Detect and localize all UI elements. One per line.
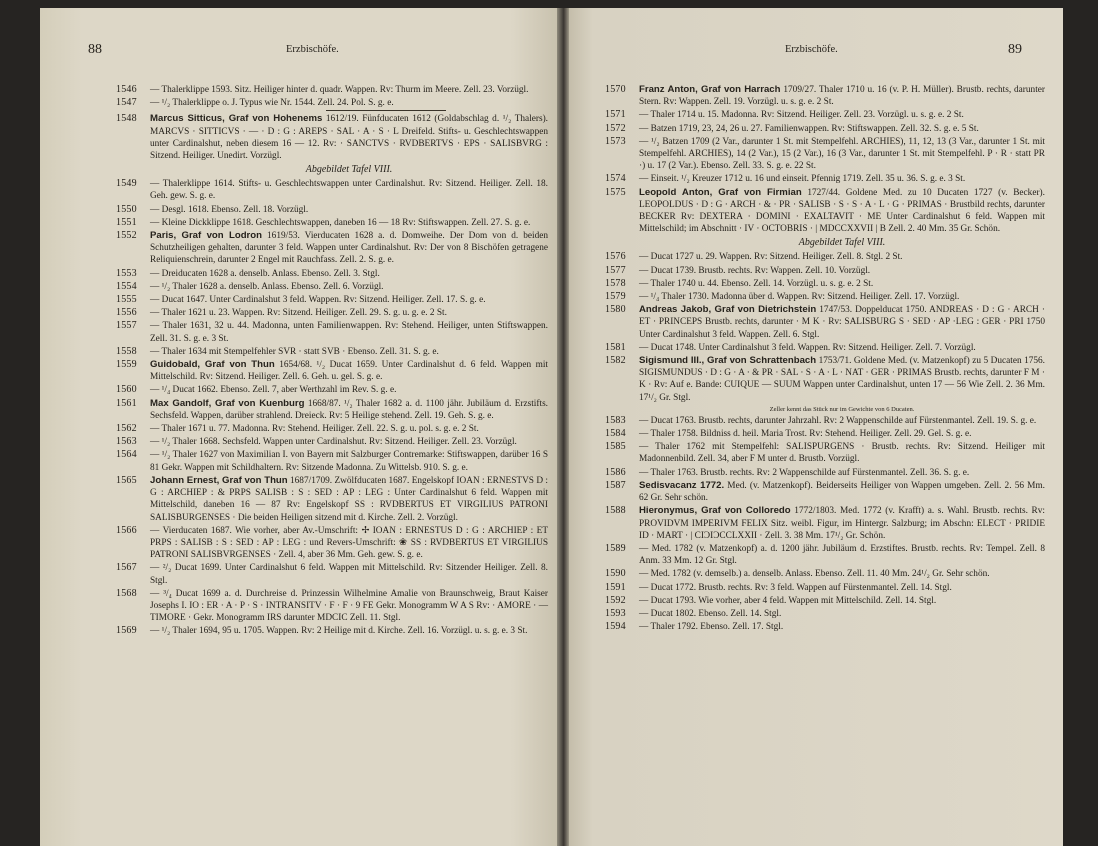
catalogue-entry [116, 217, 548, 229]
entry-description: — ¹/₂ Thaler 1668. Sechsfeld. Wappen unter Cardinalshut. Rv: Sitzend. Heiliger. Zell. 23. Vorzügl. [150, 437, 517, 448]
catalogue-entry [116, 113, 548, 162]
ruler-name: Marcus Sitticus, Graf von Hohenems [150, 113, 323, 125]
entry-description: — Ducat 1748. Unter Cardinalshut 3 feld. Wappen. Rv: Sitzend. Heiliger. Zell. 7. Vorzügl. [639, 342, 976, 353]
entry-description: — Thalerklippe 1593. Sitz. Heiliger hinter d. quadr. Wappen. Rv: Thurm im Meere. Zell. 23. Vorzügl. [150, 85, 529, 95]
catalogue-entry [605, 441, 1045, 465]
lot-number: 1576 [605, 251, 626, 263]
entry-description: — Thaler 1634 mit Stempelfehler SVR · statt SVB · Ebenso. Zell. 31. S. g. e. [150, 346, 439, 357]
catalogue-entry [116, 307, 548, 319]
lot-number: 1572 [605, 122, 626, 134]
lot-number: 1582 [605, 355, 626, 367]
ruler-name: Franz Anton, Graf von Harrach [639, 84, 781, 95]
entry-description: 1619/53. Vierducaten 1628 a. d. Domweihe. Der Dom von d. beiden Schutzheiligen gehalten, darunter 3 feld. Wappen unter Cardinalshut. Rv: Der von 8 Bischöfen getragene Reliquienschrein, darunter 2 Engel mit Rauchfass. Zell. 2. S. g. e. [150, 231, 548, 266]
lot-number: 1584 [605, 428, 626, 440]
entry-description: — ¹/₂ Batzen 1709 (2 Var., darunter 1 St. mit Stempelfehl. ARCHIES), 11, 12, 13 (3 Var., darunter 1 St. mit Stempelfehl. ARCHIES), 14 (2 Var.), 15 (2 Var.), 16 (3 Var., darunter 1 St. mit Stempelfehl. P · R · statt PR ·) u. 17 (2 Var.). Ebenso. Zell. 33. S. g. e. 22 St. [639, 136, 1045, 172]
entry-description: — Dreiducaten 1628 a. denselb. Anlass. Ebenso. Zell. 3. Stgl. [150, 268, 380, 279]
figure-reference: Abgebildet Tafel VIII. [798, 237, 886, 249]
ruler-name: Andreas Jakob, Graf von Dietrichstein [639, 304, 817, 316]
entry-description: — Batzen 1719, 23, 24, 26 u. 27. Familienwappen. Rv: Stiftswappen. Zell. 32. S. g. e. 5 St. [639, 123, 979, 134]
catalogue-entry [116, 178, 548, 202]
entry-description: — Thaler 1792. Ebenso. Zell. 17. Stgl. [639, 622, 784, 633]
entry-description: — Ducat 1772. Brustb. rechts. Rv: 3 feld. Wappen auf Fürstenmantel. Zell. 14. Stgl. [639, 582, 952, 593]
entry-description: — Thaler 1758. Bildniss d. heil. Maria Trost. Rv: Stehend. Heiliger. Zell. 29. Gel. S. g. e. [639, 429, 972, 440]
entry-description: — Thaler 1763. Brustb. rechts. Rv: 2 Wappenschilde auf Fürstenmantel. Zell. 36. S. g. e. [639, 467, 970, 478]
lot-number: 1580 [605, 304, 626, 316]
running-head: Erzbischöfe. [785, 44, 838, 55]
entry-description: — Desgl. 1618. Ebenso. Zell. 18. Vorzügl. [150, 204, 309, 215]
lot-number: 1583 [605, 414, 626, 426]
catalogue-entry [605, 582, 1045, 594]
entry-description: — Thaler 1740 u. 44. Ebenso. Zell. 14. Vorzügl. u. s. g. e. 2 St. [639, 278, 874, 289]
figure-reference: Abgebildet Tafel VIII. [305, 164, 393, 176]
entry-description: — Ducat 1727 u. 29. Wappen. Rv: Sitzend. Heiliger. Zell. 8. Stgl. 2 St. [639, 252, 903, 263]
lot-number: 1558 [116, 345, 137, 357]
catalogue-entry [605, 355, 1045, 404]
catalogue-entry [605, 415, 1045, 427]
catalogue-entry [116, 230, 548, 267]
entry-description: — Kleine Dickklippe 1618. Geschlechtswappen, daneben 16 — 18 Rv: Stiftswappen. Zell. 27. S. g. e. [150, 217, 531, 228]
entry-description: 1772/1803. Med. 1772 (v. Krafft) a. s. Wahl. Brustb. rechts. Rv: PROVIDVM IMPERIVM FELIX Sitz. weibl. Figur, im Hintergr. Salzburg; im Abschn: ELECT · PRIDIE ID · MART · | CIƆIƆCCLXXII · Zell. 3. 38 Mm. 17¹/₂ Gr. Schön. [639, 506, 1045, 541]
lot-number: 1589 [605, 542, 626, 554]
lot-number: 1567 [116, 562, 137, 574]
lot-number: 1577 [605, 264, 626, 276]
entry-description: Med. (v. Matzenkopf). Beiderseits Heiliger von Wappen umgeben. Zell. 2. 56 Mm. 62 Gr. Sehr schön. [639, 480, 1045, 504]
catalogue-entry [605, 109, 1045, 121]
catalogue-entry [605, 621, 1045, 633]
catalogue-entry [605, 265, 1045, 277]
catalogue-entry [116, 294, 548, 306]
catalogue-entry [605, 251, 1045, 263]
catalogue-entry [605, 595, 1045, 607]
catalogue-entry [116, 97, 548, 109]
entry-description: 1654/68. ¹/₂ Ducat 1659. Unter Cardinalshut d. 6 feld. Wappen mit Mittelschild. Rv: Sitzend. Heiliger. Zell. 6. Geh. u. gel. S. g. e. [150, 360, 548, 383]
catalogue-entry [116, 320, 548, 344]
section-rule [326, 110, 446, 111]
catalogue-entry [116, 268, 548, 280]
lot-number: 1571 [605, 109, 626, 121]
footnote: Zeller kennt das Stück nur im Gewichte von 6 Ducaten. [769, 405, 915, 413]
lot-number: 1564 [116, 449, 137, 461]
lot-number: 1581 [605, 341, 626, 353]
lot-number: 1587 [605, 479, 626, 491]
lot-number: 1585 [605, 441, 626, 453]
catalogue-entry [116, 204, 548, 216]
entry-description: — Ducat 1647. Unter Cardinalshut 3 feld. Wappen. Rv: Sitzend. Heiliger. Zell. 17. S. g. e. [150, 295, 486, 306]
catalogue-entry [116, 384, 548, 396]
entry-description: 1709/27. Thaler 1710 u. 16 (v. P. H. Müller). Brustb. rechts, darunter Stern. Rv: Wappen. Zell. 19. Vorzügl. u. s. g. e. 2 St. [639, 85, 1045, 108]
left-page [40, 8, 563, 846]
lot-number: 1566 [116, 524, 137, 536]
lot-number: 1586 [605, 466, 626, 478]
entry-description: — ¹/₂ Thaler 1694, 95 u. 1705. Wappen. Rv: 2 Heilige mit d. Kirche. Zell. 16. Vorzügl. u. s. g. e. 3 St. [150, 626, 528, 637]
catalogue-entries [605, 84, 1045, 633]
lot-number: 1561 [116, 397, 137, 409]
entry-description: — ¹/₂ Thaler 1628 a. denselb. Anlass. Ebenso. Zell. 6. Vorzügl. [150, 281, 384, 292]
catalogue-entry [605, 278, 1045, 290]
entry-description: — Thaler 1621 u. 23. Wappen. Rv: Sitzend. Heiliger. Zell. 29. S. g. u. g. e. 2 St. [150, 308, 447, 319]
catalogue-entry [116, 346, 548, 358]
lot-number: 1590 [605, 568, 626, 580]
lot-number: 1548 [116, 113, 137, 125]
lot-number: 1593 [605, 607, 626, 619]
catalogue-entry [605, 428, 1045, 440]
entry-description: — ¹/₄ Ducat 1662. Ebenso. Zell. 7, aber Werthzahl im Rev. S. g. e. [150, 385, 397, 396]
lot-number: 1553 [116, 267, 137, 279]
entry-description: — ¹/₂ Thalerklippe o. J. Typus wie Nr. 1544. Zell. 24. Pol. S. g. e. [150, 98, 394, 109]
lot-number: 1556 [116, 307, 137, 319]
entry-description: — Einseit. ¹/₂ Kreuzer 1712 u. 16 und einseit. Pfennig 1719. Zell. 35 u. 36. S. g. e. 3 St. [639, 174, 966, 185]
lot-number: 1565 [116, 474, 137, 486]
entry-description: — Thalerklippe 1614. Stifts- u. Geschlechtswappen unter Cardinalshut. Rv: Sitzend. Heiliger. Zell. 18. Geh. gew. S. g. e. [150, 179, 548, 202]
entry-description: — Med. 1782 (v. Matzenkopf) a. d. 1200 jähr. Jubiläum d. Erzstiftes. Brustb. rechts. Rv: Tempel. Zell. 8 Anm. 33 Mm. 12 Gr. Stgl. [639, 543, 1045, 567]
lot-number: 1578 [605, 277, 626, 289]
catalogue-entry [116, 281, 548, 293]
catalogue-entry [605, 342, 1045, 354]
lot-number: 1569 [116, 625, 137, 637]
lot-number: 1554 [116, 280, 137, 292]
lot-number: 1550 [116, 203, 137, 215]
catalogue-entry [116, 562, 548, 586]
catalogue-entry [605, 291, 1045, 303]
lot-number: 1594 [605, 621, 626, 633]
entry-description: — ¹/₄ Thaler 1730. Madonna über d. Wappen. Rv: Sitzend. Heiliger. Zell. 17. Vorzügl. [639, 292, 960, 303]
entry-description: 1753/71. Goldene Med. (v. Matzenkopf) zu 5 Ducaten 1756. SIGISMUNDUS · D : G · A · & PR · SAL · S · A · L · NAT · GER · PRIMAS Brustb. rechts, darunter F M · K · Rv: Auf e. Bande: CUIQUE — SUUM Wappen unter Cardinalshut, unten 17 — 56 Wie Zell. 2. 36 Mm. 17¹/₂ Gr. Stgl. [639, 356, 1045, 403]
catalogue-entry [116, 475, 548, 524]
ruler-name: Sedisvacanz 1772. [639, 479, 725, 491]
ruler-name: Guidobald, Graf von Thun [150, 359, 275, 371]
lot-number: 1551 [116, 216, 137, 228]
lot-number: 1592 [605, 594, 626, 606]
catalogue-entry [116, 525, 548, 562]
entry-description: — Ducat 1802. Ebenso. Zell. 14. Stgl. [639, 608, 782, 619]
entry-description: — ²/₂ Ducat 1699. Unter Cardinalshut 6 feld. Wappen mit Mittelschild. Rv: Sitzender Heiliger. Zell. 8. Stgl. [150, 563, 548, 586]
entry-description: — Thaler 1671 u. 77. Madonna. Rv: Stehend. Heiliger. Zell. 22. S. g. u. pol. s. g. e. 2 St. [150, 424, 479, 435]
catalogue-entry [116, 588, 548, 625]
lot-number: 1559 [116, 359, 137, 371]
lot-number: 1591 [605, 581, 626, 593]
entry-description: — ³/₄ Ducat 1699 a. d. Durchreise d. Prinzessin Wilhelmine Amalie von Braunschweig, Braut Kaiser Josephs I. IO : ER · A · P · S · INTRANSITV · F · F · 9 FE Gekr. Monogramm W A S Rv: · AMORE · — TIMORE · Gekr. Monogramm IRS darunter MDCIC Zell. 11. Stgl. [150, 588, 548, 624]
catalogue-entry [605, 480, 1045, 504]
entry-description: — Thaler 1714 u. 15. Madonna. Rv: Sitzend. Heiliger. Zell. 23. Vorzügl. u. s. g. e. 2 St. [639, 110, 964, 121]
entry-description: 1612/19. Fünfducaten 1612 (Goldabschlag d. ¹/₂ Thalers). MARCVS · SITTICVS · — · D : G : AREPS · SAL · A · S · L Dreifeld. Stifts- u. Geschlechtswappen unter Cardinalshut, neben diesem 16 — 12. Rv: · SANCTVS · RVDBERTVS · EPS · SALISBVRG : Sitzend. Heiliger. Unedirt. Vorzügl. [150, 114, 548, 162]
lot-number: 1552 [116, 230, 137, 242]
entry-description: — Thaler 1631, 32 u. 44. Madonna, unten Familienwappen. Rv: Stehend. Heiliger, unten Stiftswappen. Zell. 31. S. g. e. 3 St. [150, 321, 548, 344]
lot-number: 1547 [116, 97, 137, 109]
catalogue-entry [605, 136, 1045, 173]
catalogue-entry [116, 359, 548, 383]
catalogue-entry [605, 568, 1045, 580]
catalogue-entries [116, 84, 548, 638]
ruler-name: Sigismund III., Graf von Schrattenbach [639, 355, 817, 367]
lot-number: 1563 [116, 436, 137, 448]
lot-number: 1573 [605, 135, 626, 147]
page-number: 88 [88, 42, 102, 57]
entry-description: — Ducat 1763. Brustb. rechts, darunter Jahrzahl. Rv: 2 Wappenschilde auf Fürstenmantel. Zell. 19. S. g. e. [639, 415, 1037, 426]
catalogue-entry [116, 436, 548, 448]
lot-number: 1570 [605, 84, 626, 95]
ruler-name: Johann Ernest, Graf von Thun [150, 474, 288, 486]
catalogue-entry [605, 505, 1045, 542]
lot-number: 1562 [116, 423, 137, 435]
ruler-name: Hieronymus, Graf von Colloredo [639, 505, 791, 517]
ruler-name: Leopold Anton, Graf von Firmian [639, 186, 802, 198]
lot-number: 1560 [116, 384, 137, 396]
entry-description: — Thaler 1762 mit Stempelfehl: SALISPURGENS · Brustb. rechts. Rv: Sitzend. Heiliger mit Madonnenbild. Zell. 34, aber F M unter d. Brustb. Vorzügl. [639, 442, 1045, 465]
entry-description: — ¹/₂ Thaler 1627 von Maximilian I. von Bayern mit Salzburger Contremarke: Stiftswappen, darüber 16 S 81 Gekr. Wappen mit Schildhaltern. Rv: Sitzende Madonna. Zu Wittelsb. 910. S. g. e. [150, 450, 548, 473]
entry-description: 1687/1709. Zwölfducaten 1687. Engelskopf IOAN : ERNESTVS D : G : ARCHIEP : & PRPS SALISB : S : SED : AP : LEG : Unter Cardinalshut 6 feld. Wappen mit Mittelschild, daneben 16 — 87 Rv: Engelskopf SS : RVDBERTUS ET VIRGILIUS PATRONI SALISBURGENSES · Die beiden Heiligen sitzend mit d. Kirche. Zell. 2. Vorzügl. [150, 475, 548, 523]
lot-number: 1579 [605, 291, 626, 303]
catalogue-entry [116, 625, 548, 637]
catalogue-entry [605, 123, 1045, 135]
right-page [563, 8, 1063, 846]
entry-description: — Ducat 1793. Wie vorher, aber 4 feld. Wappen mit Mittelschild. Zell. 14. Stgl. [639, 595, 937, 606]
catalogue-entry [116, 449, 548, 473]
entry-description: — Vierducaten 1687. Wie vorher, aber Av.-Umschrift: ✢ IOAN : ERNESTUS D : G : ARCHIEP : ET PRPS : SALISB : S : SED : AP : LEG : und Revers-Umschrift: ❀ SS : RVDBERTUS ET VIRGILIUS PATRONI SALISBVRGENSES · Zell. 4, aber 36 Mm. Geh. gew. S. g. e. [150, 525, 548, 561]
lot-number: 1546 [116, 84, 137, 95]
entry-description: — Med. 1782 (v. demselb.) a. denselb. Anlass. Ebenso. Zell. 11. 40 Mm. 24¹/₂ Gr. Sehr schön. [639, 569, 990, 580]
entry-description: 1668/87. ¹/₂ Thaler 1682 a. d. 1100 jähr. Jubiläum d. Erzstifts. Sechsfeld. Wappen, darüber strahlend. Dreieck. Rv: 5 Heilige stehend. Zell. 19. Geh. S. g. e. [150, 398, 549, 421]
lot-number: 1549 [116, 178, 137, 190]
catalogue-entry [605, 304, 1045, 341]
catalogue-entry [116, 398, 548, 422]
catalogue-entry [605, 543, 1045, 567]
catalogue-entry [605, 467, 1045, 479]
entry-description: — Ducat 1739. Brustb. rechts. Rv: Wappen. Zell. 10. Vorzügl. [639, 265, 871, 276]
lot-number: 1574 [605, 173, 626, 185]
catalogue-entry [605, 608, 1045, 620]
ruler-name: Max Gandolf, Graf von Kuenburg [150, 397, 305, 409]
catalogue-entry [116, 423, 548, 435]
catalogue-entry [605, 173, 1045, 185]
catalogue-entry [116, 84, 548, 96]
lot-number: 1555 [116, 294, 137, 306]
lot-number: 1568 [116, 587, 137, 599]
ruler-name: Paris, Graf von Lodron [150, 230, 263, 242]
page-number: 89 [1008, 42, 1022, 57]
catalogue-entry [605, 187, 1045, 236]
catalogue-entry [605, 84, 1045, 108]
lot-number: 1557 [116, 320, 137, 332]
entry-description: 1747/53. Doppelducat 1750. ANDREAS · D : G · ARCH · ET · PRINCEPS Brustb. rechts, darunter · M K · Rv: SALISBURG S · SED · AP ·LEG : GER · PRI 1750 Unter Cardinalshut 3 feld. Wappen. Zell. 6. Stgl. [639, 305, 1045, 340]
entry-description: 1727/44. Goldene Med. zu 10 Ducaten 1727 (v. Becker). LEOPOLDUS · D : G · ARCH · & · PR · SALISB · S · S · A · L · G · PRIMAS · Brustbild rechts, darunter BECKER Rv: DEXTERA · DOMINI · EXALTAVIT · ME Unter Cardinalshut 6 feld. Wappen mit Mittelschild; im Abschnitt · IV · OCTOBRIS · | MDCCXXVII | B Zell. 2. 40 Mm. 35 Gr. Schön. [639, 187, 1045, 235]
running-head: Erzbischöfe. [286, 44, 339, 55]
lot-number: 1575 [605, 186, 626, 198]
book-gutter [557, 8, 569, 846]
lot-number: 1588 [605, 505, 626, 517]
